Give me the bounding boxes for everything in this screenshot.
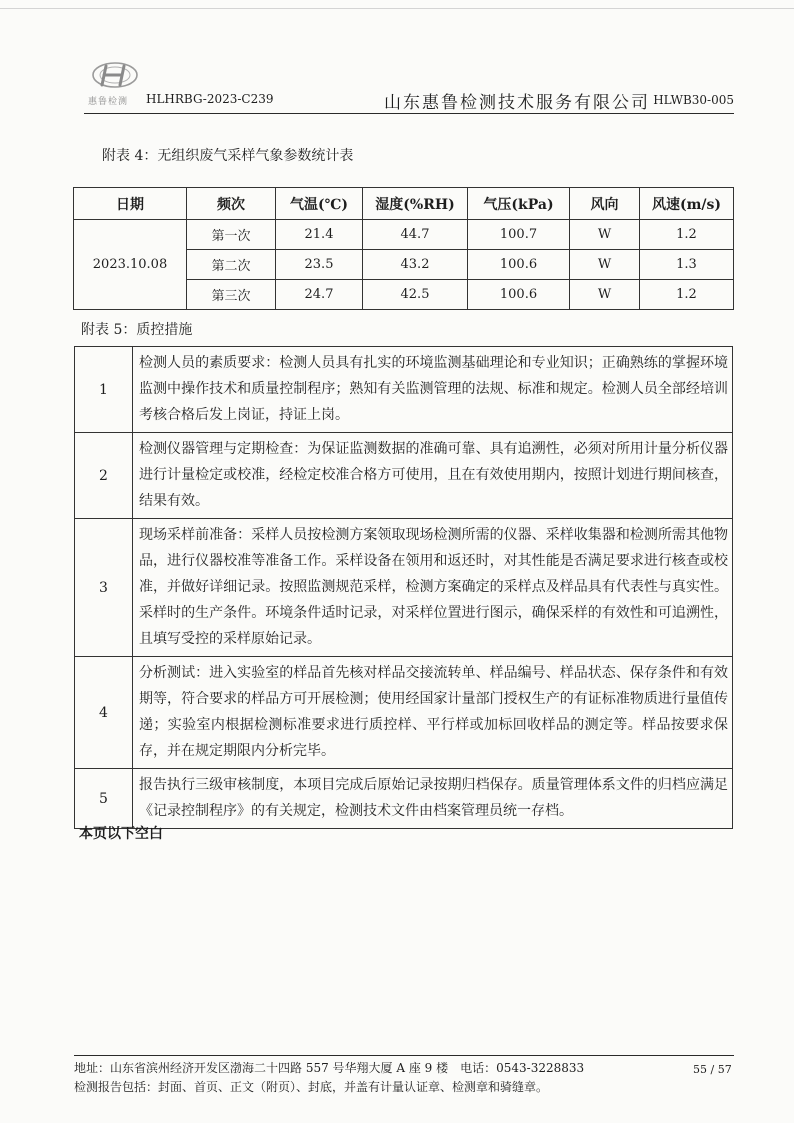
table-row [75,769,733,829]
report-number: HLHRBG-2023-C239 [146,92,274,106]
header-frequency: 频次 [187,188,276,220]
header-wind-direction: 风向 [570,188,640,220]
cell-temperature: 23.5 [276,250,363,280]
qc-measure-text: 报告执行三级审核制度，本项目完成后原始记录按期归档保存。质量管理体系文件的归档应满足《记录控制程序》的有关规定，检测技术文件由档案管理员统一存档。 [133,769,733,829]
cell-wind-speed: 1.2 [640,220,734,250]
qc-measure-text: 现场采样前准备：采样人员按检测方案领取现场检测所需的仪器、采样收集器和检测所需其他物品，进行仪器校准等准备工作。采样设备在领用和返还时，对其性能是否满足要求进行核查或校准，并做好详细记录。按照监测规范采样，检测方案确定的采样点及样品具有代表性与真实性。采样时的生产条件。环境条件适时记录，对采样位置进行图示，确保采样的有效性和可追溯性，且填写受控的采样原始记录。 [133,519,733,657]
company-name: 山东惠鲁检测技术服务有限公司 [384,93,650,113]
table-row [74,220,734,250]
header-rule [84,113,734,114]
cell-frequency: 第三次 [187,280,276,310]
cell-wind-speed: 1.2 [640,280,734,310]
qc-number: 1 [75,347,133,433]
header-pressure: 气压(kPa) [468,188,570,220]
footer-report-contents: 检测报告包括：封面、首页、正文（附页）、封底，并盖有计量认证章、检测章和骑缝章。 [74,1080,549,1094]
cell-frequency: 第一次 [187,220,276,250]
header-wind-speed: 风速(m/s) [640,188,734,220]
table5-caption: 附表 5：质控措施 [81,322,193,338]
cell-pressure: 100.6 [468,280,570,310]
quality-control-table [74,346,733,829]
cell-wind-direction: W [570,250,640,280]
table-header-row [74,188,734,220]
qc-number: 5 [75,769,133,829]
header-temperature: 气温(℃) [276,188,363,220]
cell-humidity: 42.5 [363,280,468,310]
page-header [84,58,734,112]
header-humidity: 湿度(%RH) [363,188,468,220]
cell-humidity: 44.7 [363,220,468,250]
cell-wind-direction: W [570,220,640,250]
footer-address: 地址：山东省滨州经济开发区渤海二十四路 557 号华翔大厦 A 座 9 楼 电话：0543-3228833 [74,1061,585,1075]
cell-temperature: 24.7 [276,280,363,310]
qc-number: 2 [75,433,133,519]
cell-pressure: 100.6 [468,250,570,280]
logo-text: 惠鲁检测 [88,97,129,107]
cell-humidity: 43.2 [363,250,468,280]
blank-below-note: 本页以下空白 [79,826,163,842]
cell-temperature: 21.4 [276,220,363,250]
footer-rule [74,1055,734,1056]
cell-wind-speed: 1.3 [640,250,734,280]
qc-number: 4 [75,657,133,769]
weather-parameters-table [73,187,734,310]
qc-measure-text: 检测仪器管理与定期检查：为保证监测数据的准确可靠、具有追溯性，必须对所用计量分析仪器进行计量检定或校准，经检定校准合格方可使用，且在有效使用期内，按照计划进行期间核查，结果有效。 [133,433,733,519]
form-number: HLWB30-005 [653,93,734,107]
company-logo [84,58,146,112]
logo-icon [84,58,146,94]
cell-frequency: 第二次 [187,250,276,280]
table-row [75,519,733,657]
qc-measure-text: 检测人员的素质要求：检测人员具有扎实的环境监测基础理论和专业知识；正确熟练的掌握环境监测中操作技术和质量控制程序；熟知有关监测管理的法规、标准和规定。检测人员全部经培训考核合格后发上岗证，持证上岗。 [133,347,733,433]
sampling-date: 2023.10.08 [74,220,187,310]
table4-caption: 附表 4：无组织废气采样气象参数统计表 [102,148,354,164]
page-top-line [0,8,794,9]
table-row [75,657,733,769]
qc-number: 3 [75,519,133,657]
page-number: 55 / 57 [693,1063,732,1076]
cell-pressure: 100.7 [468,220,570,250]
table-row [75,433,733,519]
header-date: 日期 [74,188,187,220]
qc-measure-text: 分析测试：进入实验室的样品首先核对样品交接流转单、样品编号、样品状态、保存条件和有效期等，符合要求的样品方可开展检测；使用经国家计量部门授权生产的有证标准物质进行量值传递；实验室内根据检测标准要求进行质控样、平行样或加标回收样品的测定等。样品按要求保存，并在规定期限内分析完毕。 [133,657,733,769]
table-row [75,347,733,433]
cell-wind-direction: W [570,280,640,310]
